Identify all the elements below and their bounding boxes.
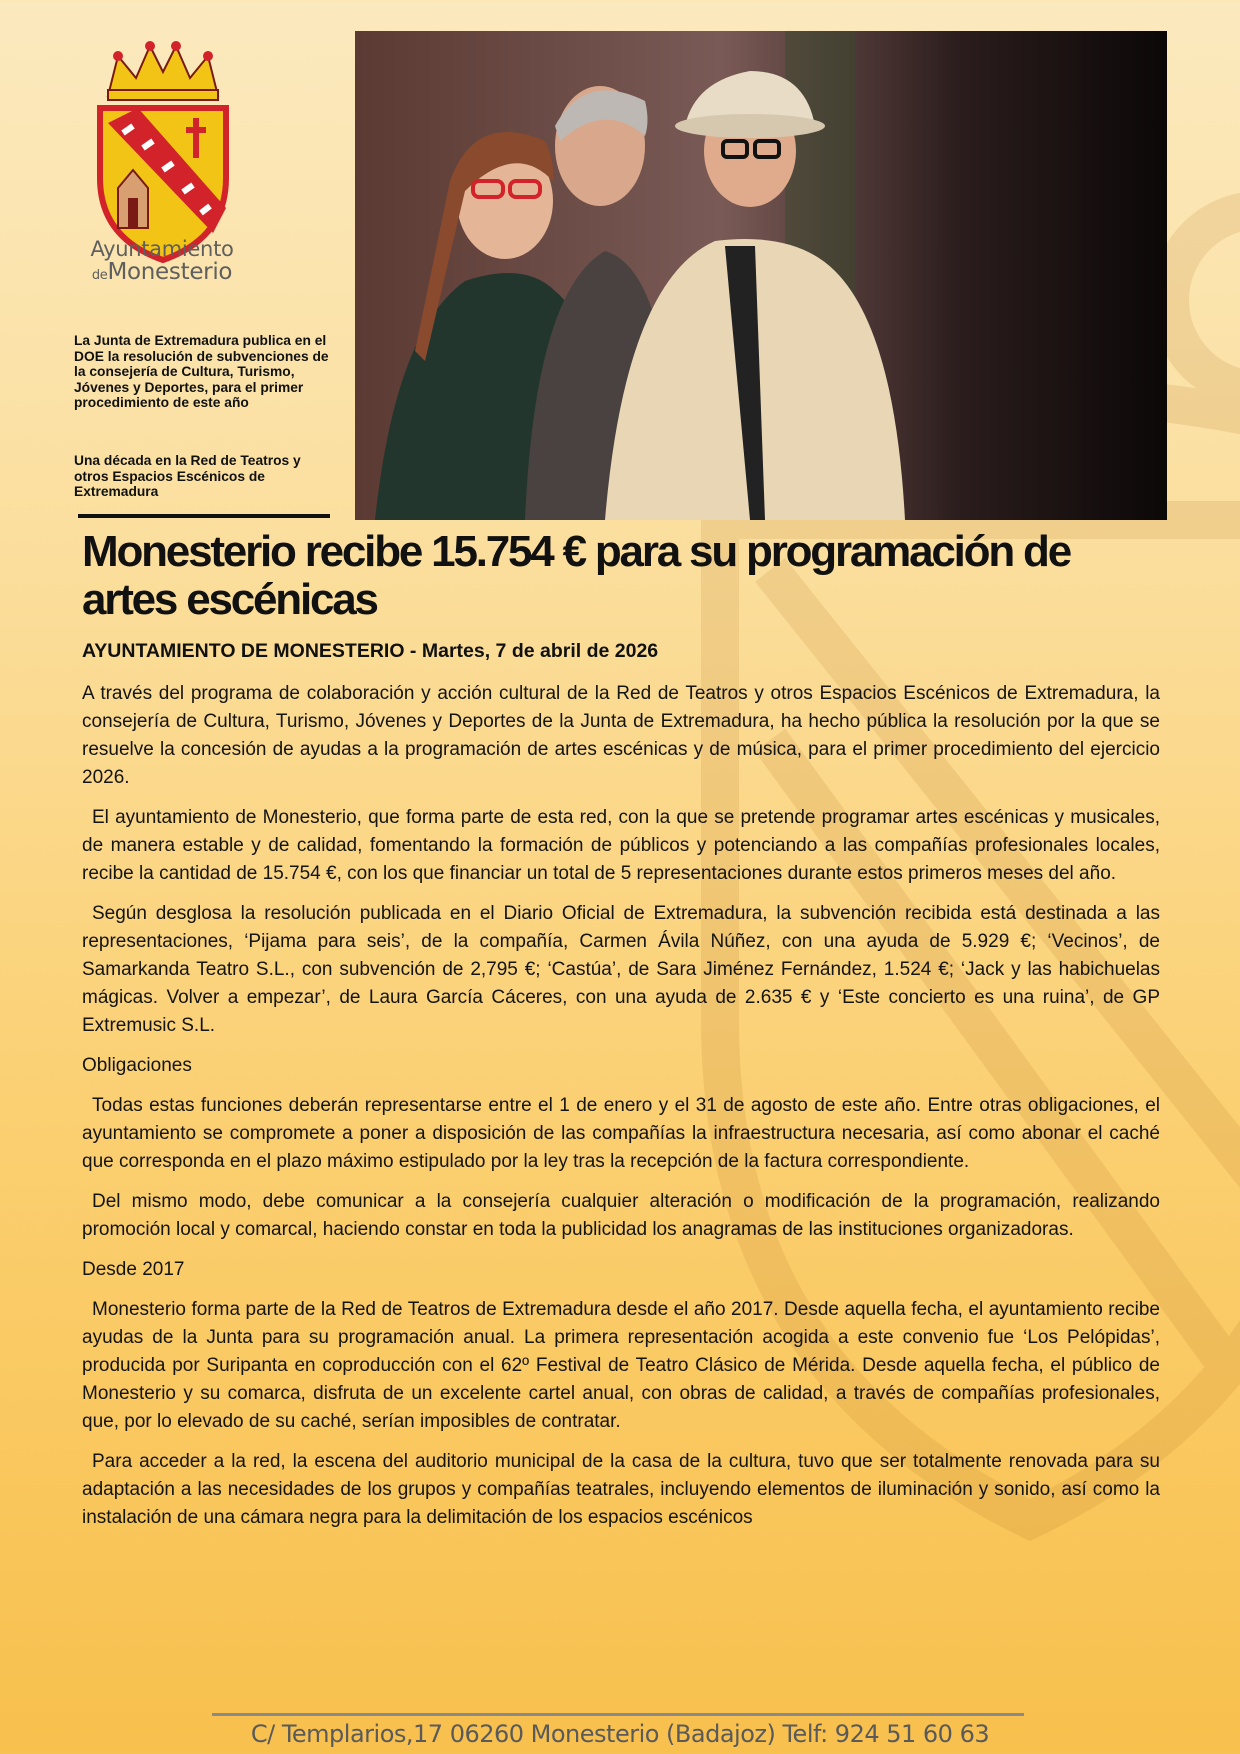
byline-date: Martes, 7 de abril de 2026 xyxy=(421,640,659,662)
logo-text-ayuntamiento: Ayuntamiento xyxy=(90,237,234,261)
sidebar-teaser-junta: La Junta de Extremadura publica en el DOE la resolución de subvenciones de la consejería de Cultura, Turismo, Jóvenes y Deportes, para el primer procedimiento de este año xyxy=(74,333,329,410)
paragraph-auditorio: Para acceder a la red, la escena del auditorio municipal de la casa de la cultura, tuvo que ser totalmente renovada para su adaptación a las necesidades de los grupos y compañías teatrales, incluyendo elementos de iluminación y sonido, así como la instalación de una cámara negra para la delimitación de los espacios escénicos xyxy=(82,1451,1160,1528)
paragraph-monesterio-red: El ayuntamiento de Monesterio, que forma parte de esta red, con la que se pretende programar artes escénicas y musicales, de manera estable y de calidad, fomentando la formación de públicos y potenciando a las compañías profesionales locales, recibe la cantidad de 15.754 €, con los que financiar un total de 5 representaciones durante estos primeros meses del año. xyxy=(82,807,1160,884)
paragraph-funciones: Todas estas funciones deberán representarse entre el 1 de enero y el 31 de agosto de este año. Entre otras obligaciones, el ayuntamiento se compromete a poner a disposición de las compañías la infraestructura necesaria, así como abonar el caché que corresponda en el plazo máximo estipulado por la ley tras la recepción de la factura correspondiente. xyxy=(82,1095,1160,1172)
article-byline xyxy=(82,640,658,663)
paragraph-historia: Monesterio forma parte de la Red de Teatros de Extremadura desde el año 2017. Desde aquella fecha, el ayuntamiento recibe ayudas de la Junta para su programación anual. La primera representación acogida a este convenio fue ‘Los Pelópidas’, producida por Suripanta en coproducción con el 62º Festival de Teatro Clásico de Mérida. Desde aquella fecha, el público de Monesterio y su comarca, disfruta de un excelente cartel anual, con obras de calidad, a través de compañías profesionales, que, por lo elevado de su caché, serían imposibles de contratar. xyxy=(82,1299,1160,1432)
paragraph-desglose: Según desglosa la resolución publicada en el Diario Oficial de Extremadura, la subvención recibida está destinada a las representaciones, ‘Pijama para seis’, de la compañía, Carmen Ávila Núñez, con una ayuda de 5.929 €; ‘Vecinos’, de Samarkanda Teatro S.L., con subvención de 2,795 €; ‘Castúa’, de Sara Jiménez Fernández, 1.524 €; ‘Jack y las habichuelas mágicas. Volver a empezar’, de Laura García Cáceres, con una ayuda de 2.635 € y ‘Este concierto es una ruina’, de GP Extremusic S.L. xyxy=(82,903,1160,1036)
sidebar-divider xyxy=(78,514,330,518)
logo-text-de: de xyxy=(91,268,108,283)
paragraph-comunicar: Del mismo modo, debe comunicar a la consejería cualquier alteración o modificación de la programación, realizando promoción local y comarcal, haciendo constar en toda la publicidad los anagramas de las instituciones organizadoras. xyxy=(82,1191,1160,1240)
byline-source: AYUNTAMIENTO DE MONESTERIO xyxy=(82,640,405,662)
logo-text-name: Monesterio xyxy=(107,259,233,285)
byline-separator: - xyxy=(404,640,422,662)
footer-address: C/ Templarios,17 06260 Monesterio (Badajoz) Telf: 924 51 60 63 xyxy=(250,1720,990,1748)
actors-stage-photo xyxy=(355,31,1167,520)
paragraph-intro: A través del programa de colaboración y acción cultural de la Red de Teatros y otros Espacios Escénicos de Extremadura, la consejería de Cultura, Turismo, Jóvenes y Deportes de la Junta de Extremadura, ha hecho pública la resolución por la que se resuelve la concesión de ayudas a la programación de artes escénicas y de música, para el primer procedimiento del ejercicio 2026. xyxy=(82,683,1160,788)
sidebar-teaser-decada: Una década en la Red de Teatros y otros Espacios Escénicos de Extremadura xyxy=(74,453,301,499)
logo-text-monesterio xyxy=(72,259,252,285)
subheading-desde-2017: Desde 2017 xyxy=(82,1259,185,1280)
article-headline: Monesterio recibe 15.754 € para su programación de artes escénicas xyxy=(82,527,1070,624)
footer-divider xyxy=(212,1713,1024,1716)
article-body xyxy=(82,680,1160,1544)
subheading-obligaciones: Obligaciones xyxy=(82,1055,192,1076)
